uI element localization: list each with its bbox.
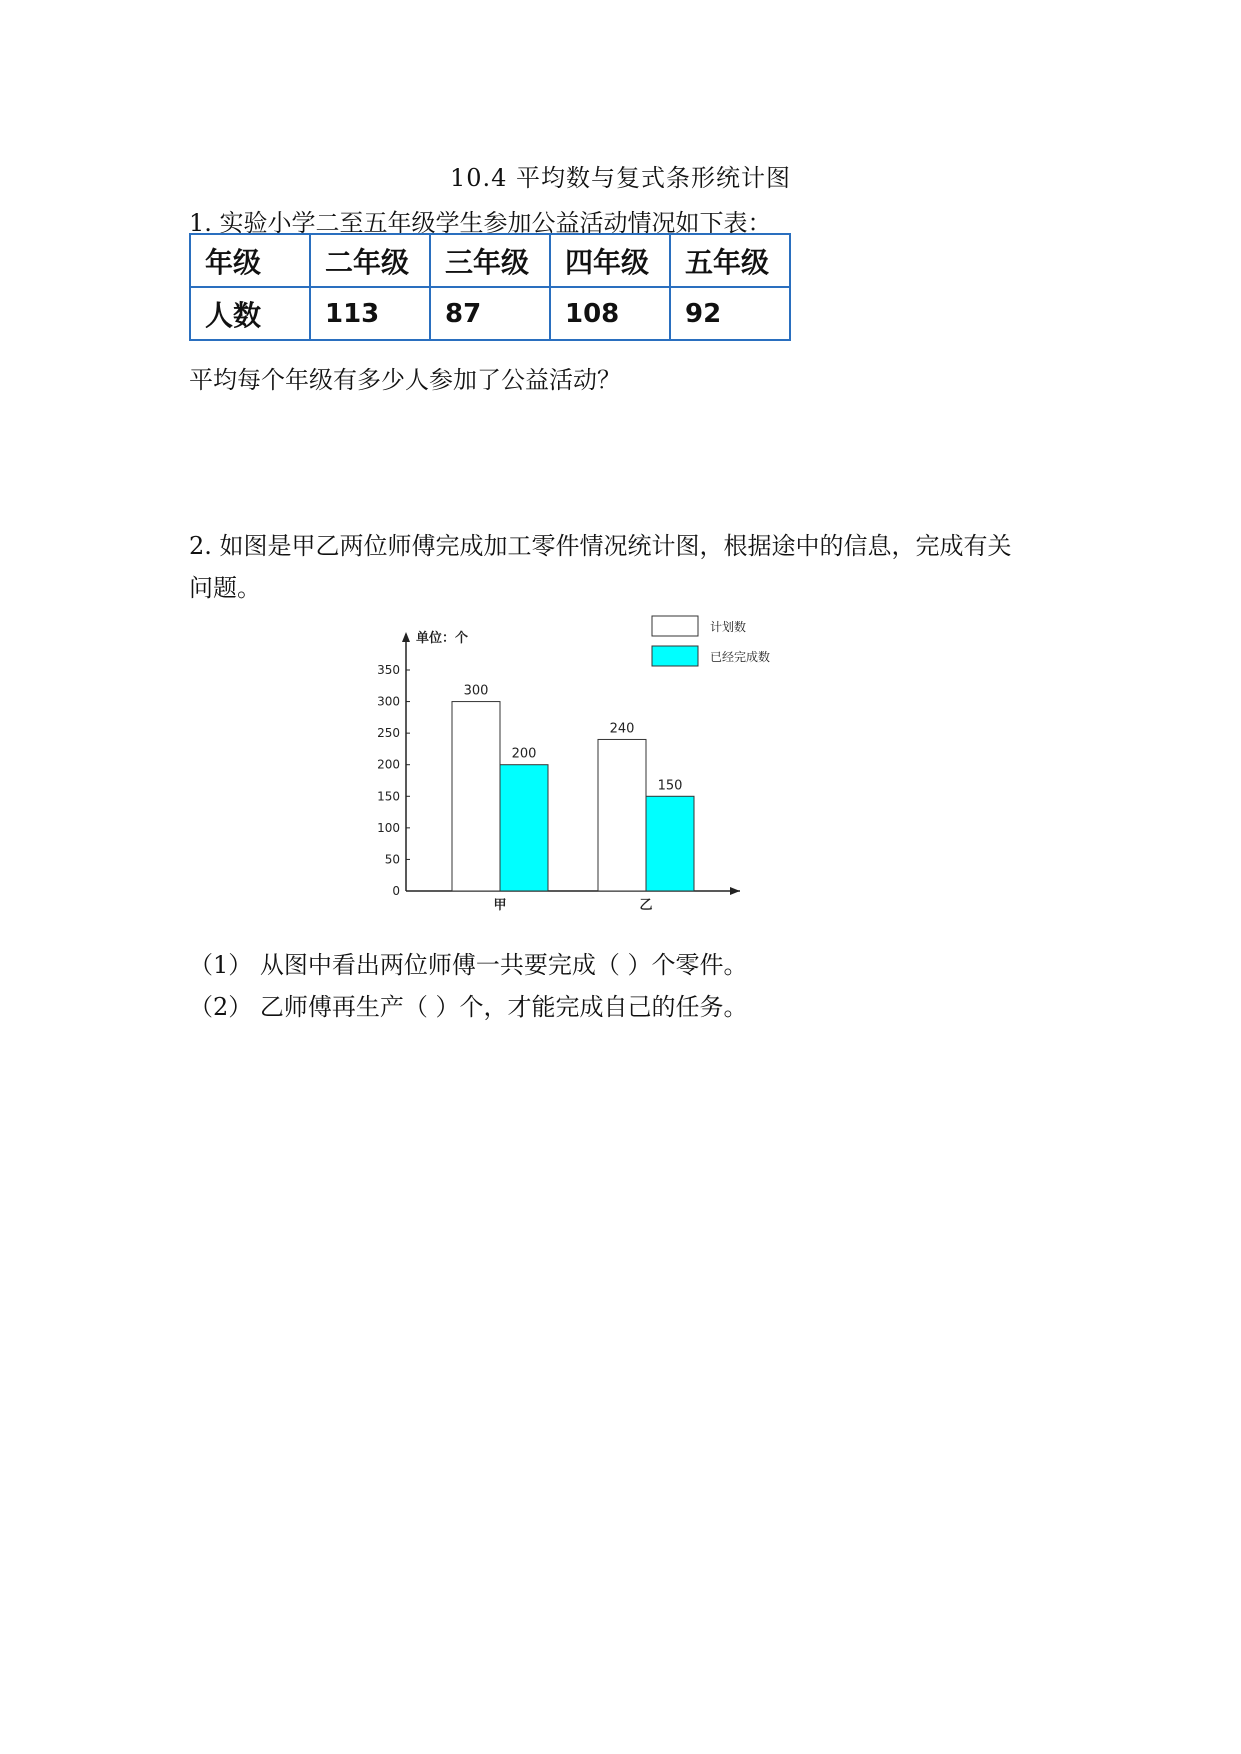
legend-label: 已经完成数 <box>710 650 770 664</box>
grade-table <box>189 233 791 341</box>
bar-chart <box>370 612 770 926</box>
table-cell: 人数 <box>190 287 310 340</box>
page-title: 10.4 平均数与复式条形统计图 <box>449 164 792 192</box>
sub-question-2: （2） 乙师傅再生产（ ）个，才能完成自己的任务。 <box>189 993 748 1021</box>
bar-value-label: 200 <box>511 746 537 762</box>
table-cell: 四年级 <box>550 234 670 287</box>
question-1-prompt: 1. 实验小学二至五年级学生参加公益活动情况如下表： <box>189 209 772 237</box>
bar <box>598 739 646 891</box>
y-tick-label: 350 <box>377 663 400 677</box>
x-tick-label: 乙 <box>639 898 653 913</box>
x-tick-label: 甲 <box>493 898 507 913</box>
table-row <box>190 287 790 340</box>
y-axis-arrow <box>402 632 410 642</box>
bar-value-label: 300 <box>463 683 489 699</box>
table-cell: 二年级 <box>310 234 430 287</box>
table-cell: 三年级 <box>430 234 550 287</box>
table-cell: 年级 <box>190 234 310 287</box>
table-cell: 87 <box>430 287 550 340</box>
bar-value-label: 150 <box>657 778 683 794</box>
y-tick-label: 0 <box>392 884 400 898</box>
question-2-prompt-line2: 问题。 <box>189 574 261 602</box>
table-header-row <box>190 234 790 287</box>
y-axis-label: 单位：个 <box>416 631 469 646</box>
table-cell: 113 <box>310 287 430 340</box>
bar <box>452 702 500 891</box>
question-1-text: 平均每个年级有多少人参加了公益活动？ <box>189 366 621 394</box>
chart-bars <box>452 684 694 913</box>
y-tick-label: 250 <box>377 726 400 741</box>
chart-legend <box>652 616 770 666</box>
table-cell: 五年级 <box>670 234 790 287</box>
y-tick-label: 200 <box>377 757 400 772</box>
bar-chart-svg <box>370 612 770 922</box>
bar-value-label: 240 <box>609 721 635 737</box>
bar <box>500 765 548 891</box>
legend-label: 计划数 <box>710 620 747 634</box>
table-cell: 108 <box>550 287 670 340</box>
y-tick-label: 300 <box>377 694 400 709</box>
table-cell: 92 <box>670 287 790 340</box>
bar <box>646 796 694 891</box>
y-tick-label: 100 <box>377 820 400 835</box>
x-axis-arrow <box>730 887 740 895</box>
question-2-prompt-line1: 2. 如图是甲乙两位师傅完成加工零件情况统计图，根据途中的信息，完成有关 <box>189 532 1012 560</box>
y-tick-label: 50 <box>384 852 400 867</box>
legend-swatch <box>652 616 698 636</box>
sub-question-1: （1） 从图中看出两位师傅一共要完成（ ）个零件。 <box>189 951 748 979</box>
legend-swatch <box>652 646 698 666</box>
y-tick-label: 150 <box>377 789 400 804</box>
